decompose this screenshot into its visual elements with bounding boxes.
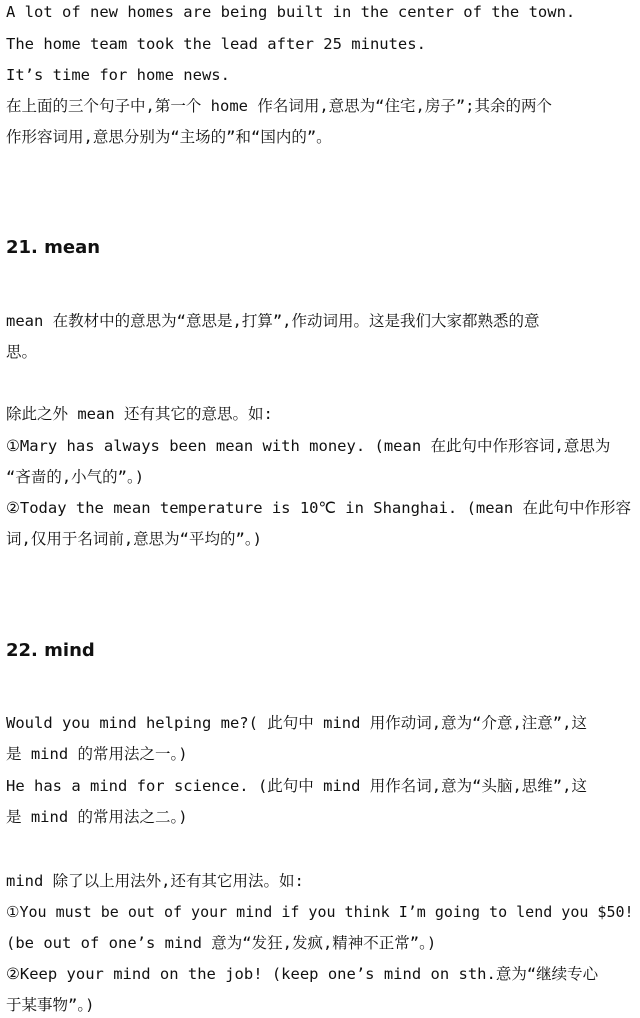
mind-line-2: 是 mind 的常用法之一。) [6, 745, 188, 763]
mean-line-1: mean 在教材中的意思为“意思是,打算”,作动词用。这是我们大家都熟悉的意 [6, 312, 540, 330]
intro-line-5: 作形容词用,意思分别为“主场的”和“国内的”。 [6, 128, 332, 146]
mean-line-3: 除此之外 mean 还有其它的意思。如: [6, 405, 273, 423]
intro-line-1: A lot of new homes are being built in the center of the town. [6, 3, 576, 21]
mind-line-7: (be out of one’s mind 意为“发狂,发疯,精神不正常”。) [6, 934, 437, 952]
mind-line-6: ①You must be out of your mind if you think I’m going to lend you $50! [6, 903, 634, 921]
mean-line-4: ①Mary has always been mean with money. (mean 在此句中作形容词,意思为 [6, 437, 611, 455]
mind-line-8: ②Keep your mind on the job! (keep one’s mind on sth.意为“继续专心 [6, 965, 599, 983]
mean-line-6: ②Today the mean temperature is 10℃ in Shanghai. (mean 在此句中作形容 [6, 499, 632, 517]
mind-line-1: Would you mind helping me?( 此句中 mind 用作动词,意为“介意,注意”,这 [6, 714, 587, 732]
mind-line-4: 是 mind 的常用法之二。) [6, 808, 188, 826]
intro-line-3: It’s time for home news. [6, 66, 230, 84]
mean-line-2: 思。 [6, 343, 38, 361]
intro-line-2: The home team took the lead after 25 minutes. [6, 35, 426, 53]
section-heading-mind: 22. mind [6, 640, 95, 661]
intro-line-4: 在上面的三个句子中,第一个 home 作名词用,意思为“住宅,房子”;其余的两个 [6, 97, 552, 115]
mind-line-5: mind 除了以上用法外,还有其它用法。如: [6, 872, 304, 890]
mean-line-7: 词,仅用于名词前,意思为“平均的”。) [6, 530, 262, 548]
mind-line-9: 于某事物”。) [6, 996, 95, 1014]
section-heading-mean: 21. mean [6, 237, 101, 258]
mean-line-5: “吝啬的,小气的”。) [6, 468, 145, 486]
mind-line-3: He has a mind for science. (此句中 mind 用作名词,意为“头脑,思维”,这 [6, 777, 587, 795]
